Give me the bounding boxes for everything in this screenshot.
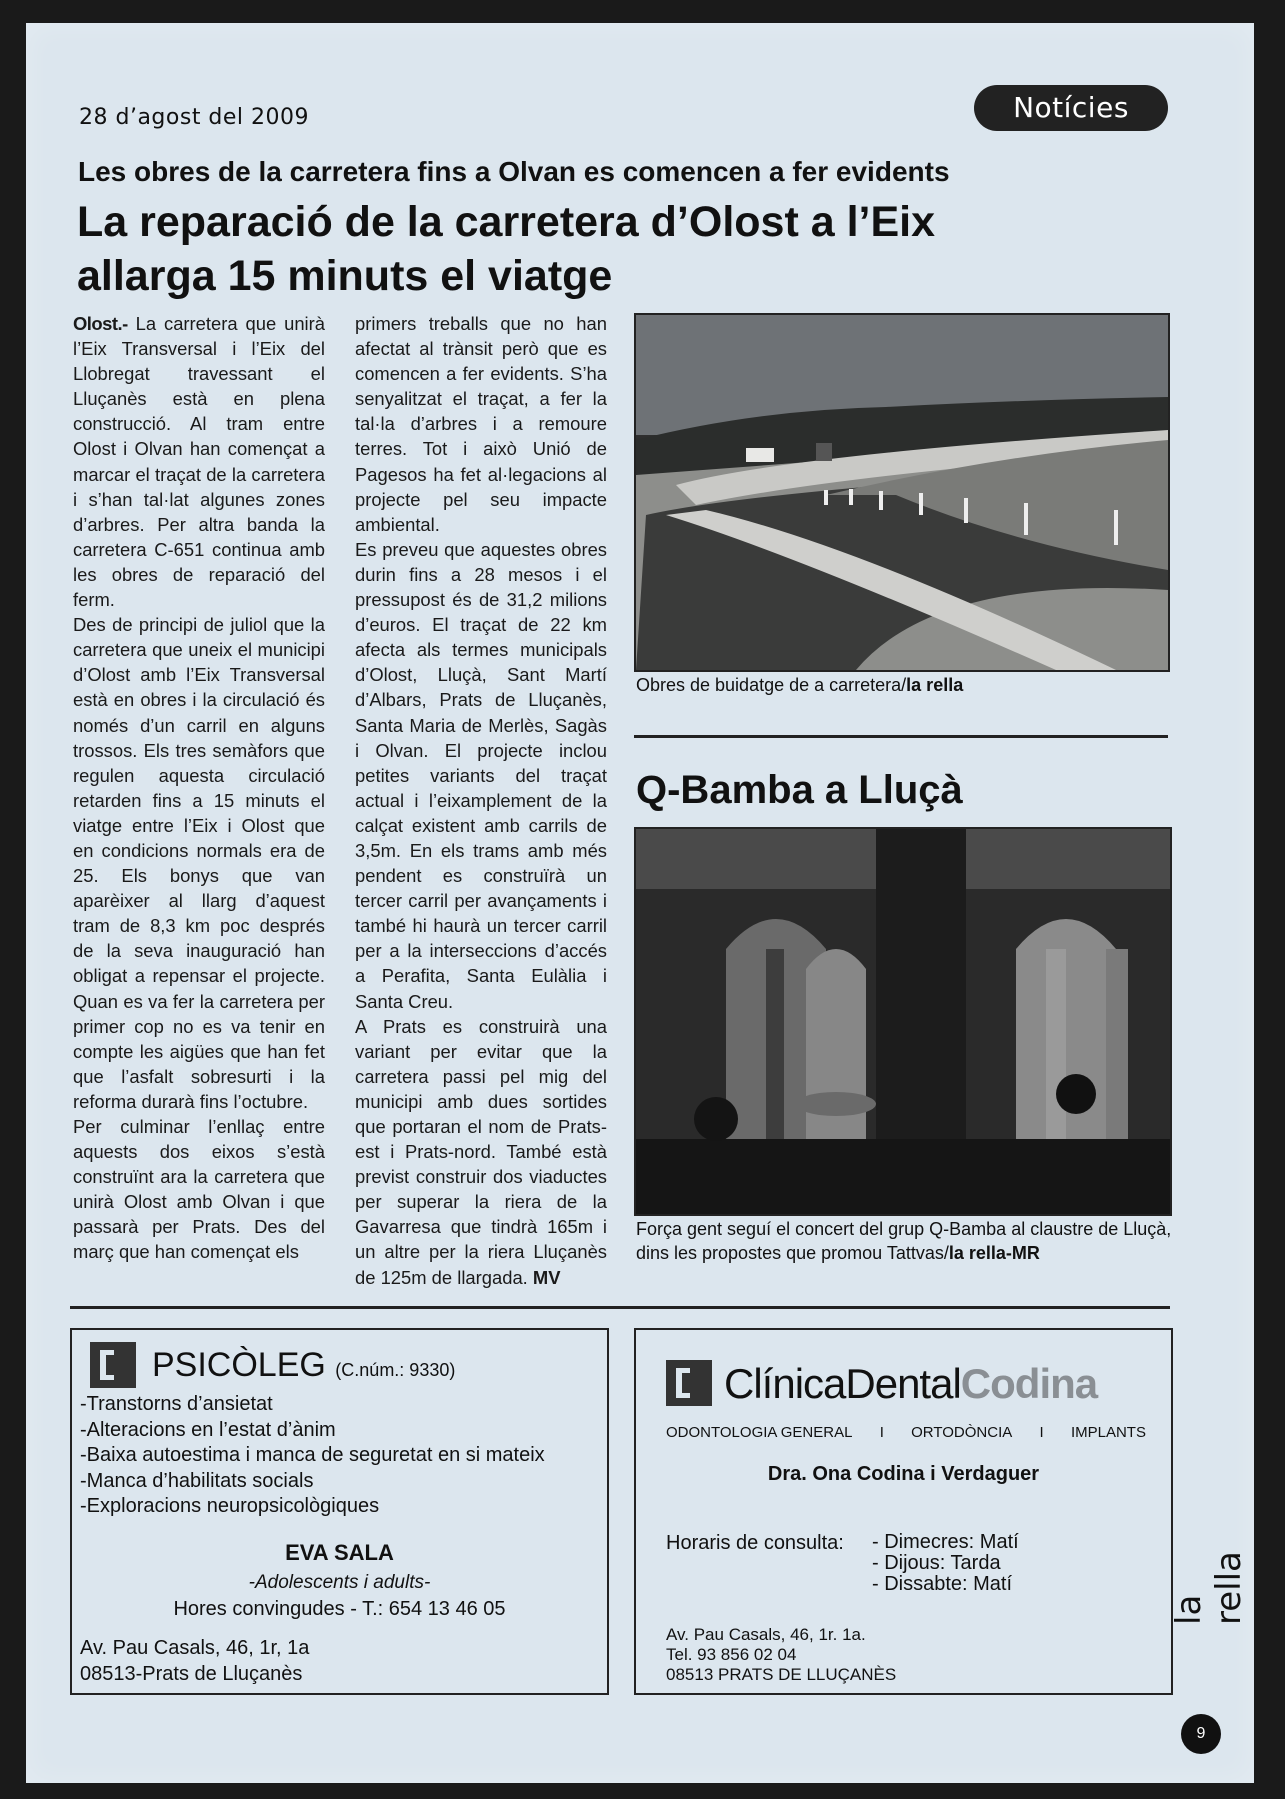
service-item: -Alteracions en l’estat d’ànim xyxy=(80,1418,336,1441)
psychologist-ad xyxy=(70,1328,609,1695)
issue-date: 28 d’agost del 2009 xyxy=(79,105,310,130)
section-label: Notícies xyxy=(974,85,1168,131)
photo-caption: Obres de buidatge de a carretera/la rella xyxy=(636,675,964,695)
license-number: (C.núm.: 9330) xyxy=(335,1360,456,1380)
psychologist-name: EVA SALA xyxy=(285,1540,394,1565)
qbamba-title: Q-Bamba a Lluçà xyxy=(636,768,963,812)
service-item: -Transtorns d’ansietat xyxy=(80,1393,273,1415)
concert-caption: Força gent seguí el concert del grup Q-Bamba al claustre de Lluçà, dins les propostes que promou Tattvas/la rella-MR xyxy=(636,1219,1172,1263)
section-divider xyxy=(634,735,1168,738)
newspaper-page xyxy=(26,23,1254,1783)
article-column-2 xyxy=(355,311,607,1290)
service-item: -Manca d’habilitats socials xyxy=(80,1469,314,1492)
dental-logo-icon xyxy=(666,1360,712,1406)
hours-label: Horaris de consulta: xyxy=(666,1532,844,1554)
clinic-brand: ClínicaDentalCodina xyxy=(724,1360,1098,1407)
clinic-services: ODONTOLOGIA GENERAL I ORTODÒNCIA I IMPLANTS xyxy=(666,1424,1146,1441)
article-paragraph: A Prats es construirà una variant per evitar que la carretera passi pel mig del municipi amb dues sortides que portaran el nom de Prats-est i Prats-nord. També està previst construir dos viaductes per superar la riera de la Gavarresa que tindrà 165m i un altre per la riera Lluçanès de 125m de llargada. MV xyxy=(355,1015,607,1288)
hours-phone: Hores convingudes - T.: 654 13 46 05 xyxy=(173,1598,506,1620)
audience: -Adolescents i adults- xyxy=(248,1572,431,1593)
article-column-1 xyxy=(73,311,325,1265)
ads-divider xyxy=(70,1306,1170,1309)
concert-cloister-photo xyxy=(634,827,1172,1216)
article-headline: La reparació de la carretera d’Olost a l’Eix allarga 15 minuts el viatge xyxy=(77,198,936,300)
doctor-name: Dra. Ona Codina i Verdaguer xyxy=(767,1463,1040,1485)
photo-credit: la rella-MR xyxy=(948,1243,1040,1263)
publication-logo: la rella xyxy=(1169,1551,1249,1625)
service-item: -Baixa autoestima i manca de seguretat en si mateix xyxy=(80,1444,545,1466)
page-number: 9 xyxy=(1181,1714,1221,1754)
article-paragraph: Olost.- La carretera que unirà l’Eix Transversal i l’Eix del Llobregat travessant el Lluçanès està en plena construcció. Al tram entre Olost i Olvan han començat a marcar el traçat de la carretera i s’han tal·lat algunes zones d’arbres. Per altra banda la carretera C-651 continua amb les obres de reparació del ferm. xyxy=(73,313,325,611)
services-list xyxy=(80,1392,545,1520)
article-kicker: Les obres de la carretera fins a Olvan es comencen a fer evidents xyxy=(78,156,950,187)
article-paragraph: Des de principi de juliol que la carretera que uneix el municipi d’Olost amb l’Eix Transversal està en obres i la circulació és només d’un carril en alguns trossos. Els tres semàfors que regulen aquesta circulació retarden fins a 15 minuts el viatge entre l’Eix i Olost que en condicions normals era de 25. Els bonys que van aparèixer al llarg d’aquest tram de 8,3 km poc després de la seva inauguració han obligat a repensar el projecte. Quan es va fer la carretera per primer cop no es va tenir en compte les aigües que han fet que l’asfalt sobresurti i la reforma durarà fins l’octubre. xyxy=(73,614,325,1112)
psychologist-logo-icon xyxy=(90,1342,136,1388)
photo-credit: la rella xyxy=(906,675,964,695)
clinic-address: Av. Pau Casals, 46, 1r. 1a. Tel. 93 856 02 04 08513 PRATS DE LLUÇANÈS xyxy=(666,1625,897,1684)
consult-hours: - Dimecres: Matí - Dijous: Tarda - Dissabte: Matí xyxy=(872,1531,1019,1595)
cloister-illustration xyxy=(636,829,1170,1214)
author-signature: MV xyxy=(532,1266,561,1288)
article-paragraph: Es preveu que aquestes obres durin fins a 28 mesos i el pressupost és de 31,2 milions d’euros. El traçat de 22 km afecta als termes municipals d’Olost, Lluçà, Sant Martí d’Albars, Prats de Lluçanès, Santa Maria de Merlès, Sagàs i Olvan. El projecte inclou petites variants del traçat actual i l’eixamplement de la calçat existent amb carrils de 3,5m. En els trams amb més pendent es construïrà un tercer carril per avançaments i també hi haurà un tercer carril per a la interseccions d’accés a Perafita, Santa Eulàlia i Santa Creu. xyxy=(355,538,607,1012)
article-paragraph: Per culminar l’enllaç entre aquests dos eixos s’està construïnt ara la carretera que unirà Olost amb Olvan i que passarà per Prats. Des del març que han començat els xyxy=(73,1116,325,1263)
service-item: -Exploracions neuropsicològiques xyxy=(80,1495,380,1517)
road-works-photo xyxy=(634,313,1170,672)
article-paragraph: primers treballs que no han afectat al trànsit però que es comencen a fer evidents. S’ha senyalitzat el traçat, a fer la tal·la d’arbres i a remoure terres. Tot i això Unió de Pagesos ha fet al·legacions al projecte pel seu impacte ambiental. xyxy=(355,313,607,535)
psychologist-address: Av. Pau Casals, 46, 1r, 1a 08513-Prats de Lluçanès xyxy=(80,1637,310,1685)
road-works-illustration xyxy=(636,315,1168,670)
psychologist-title: PSICÒLEG (C.núm.: 9330) xyxy=(152,1346,456,1384)
dental-clinic-ad xyxy=(634,1328,1173,1695)
dateline: Olost.- xyxy=(73,313,128,334)
